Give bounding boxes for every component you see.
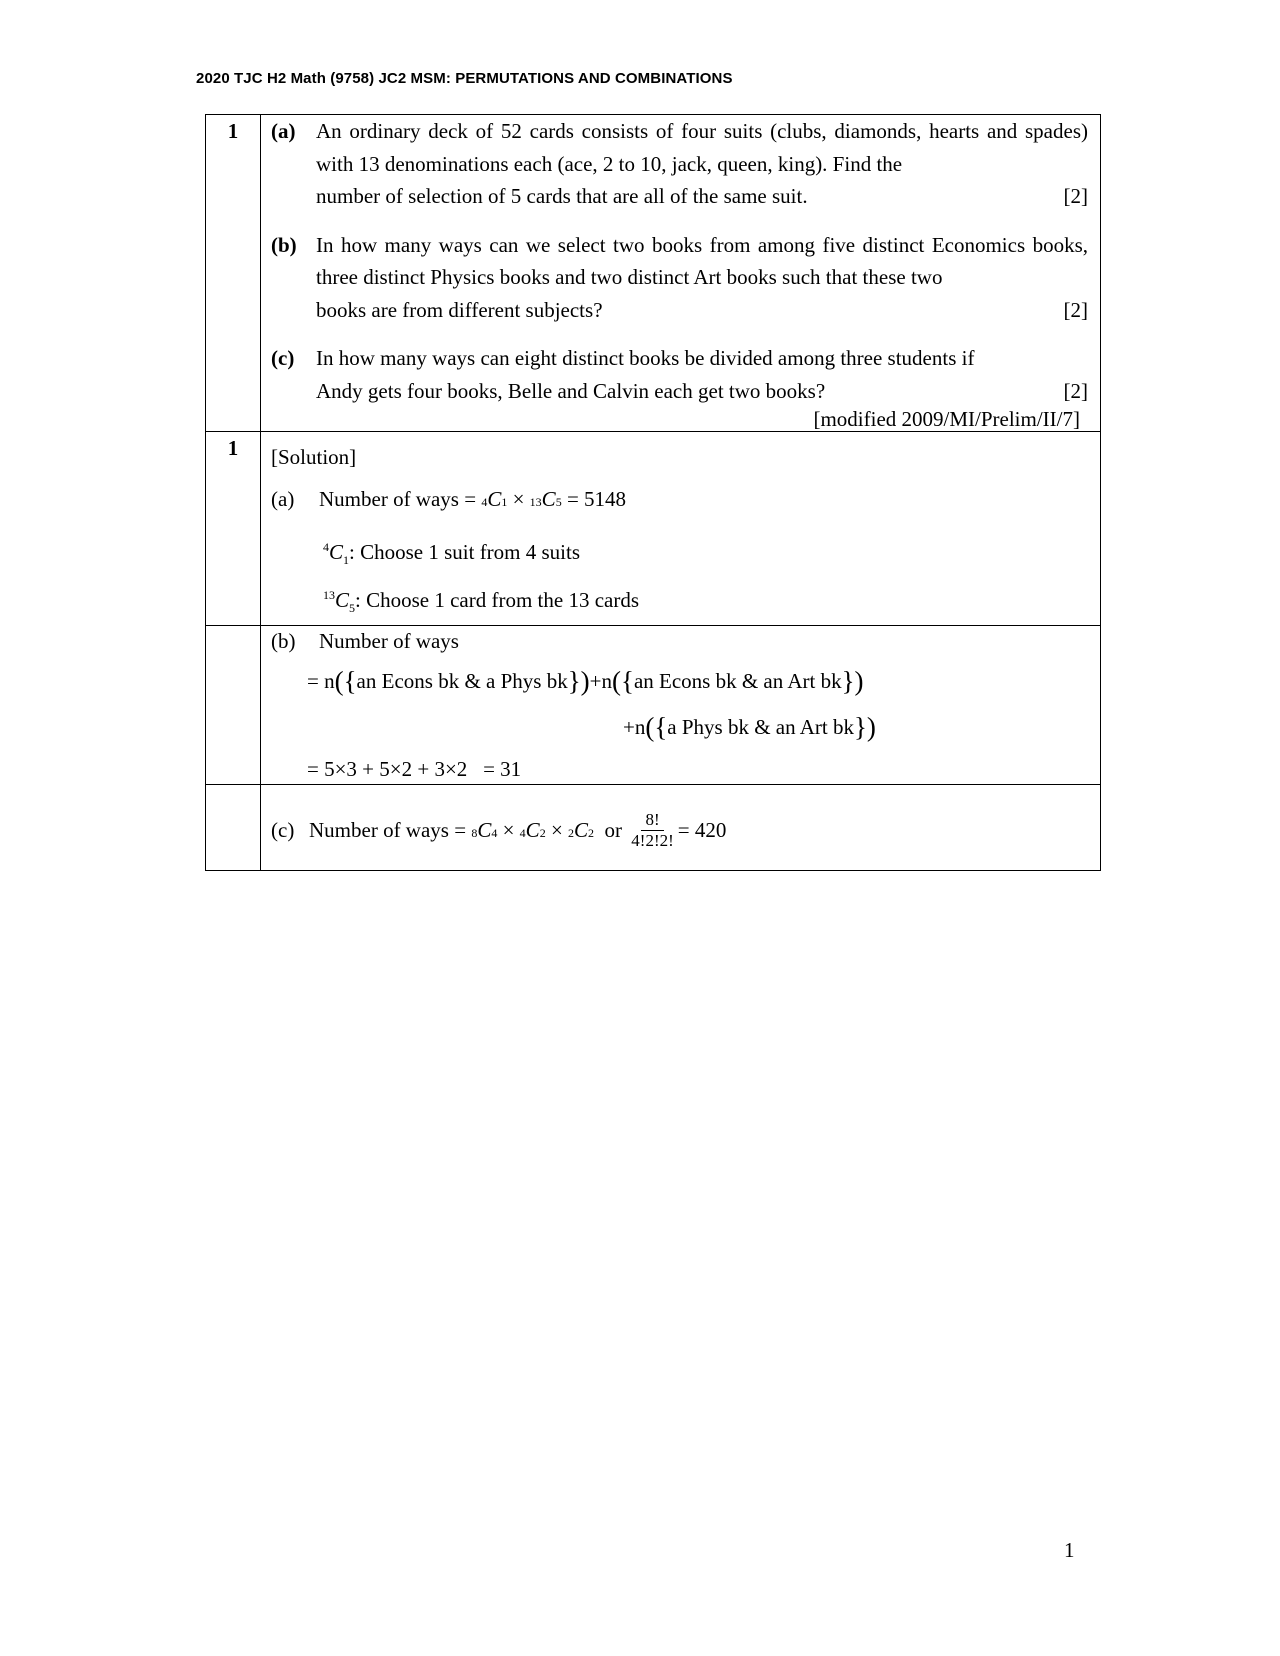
explanation-2 (271, 578, 1088, 625)
equation-row (271, 484, 1088, 517)
question-part-c (271, 342, 1088, 407)
solution-c-equation (271, 810, 1088, 863)
question-number: 1 (206, 115, 261, 432)
solution-row-b (206, 626, 1101, 785)
part-line: Andy gets four books, Belle and Calvin each get two books? (316, 378, 826, 403)
part-line: An ordinary deck of 52 cards consists of four suits (clubs, diamonds, hearts and spades) with 13 denominations each (ace, 2 to 10, jack, queen, king). Find the (316, 119, 1088, 176)
solution-b-line1 (271, 660, 1088, 700)
solution-a-equation (271, 484, 1088, 517)
solution-b-label: (b) (271, 629, 296, 654)
superscript: 13 (323, 588, 335, 603)
set-text: an Econs bk & a Phys bk (356, 669, 568, 694)
solution-a-body (261, 432, 1101, 626)
empty-number-cell (206, 785, 261, 871)
count-n: n (601, 669, 612, 694)
page-header: 2020 TJC H2 Math (9758) JC2 MSM: PERMUTATIONS AND COMBINATIONS (196, 70, 733, 87)
plus-sign: + (589, 669, 602, 694)
subscript: 5 (349, 601, 356, 616)
denominator: 4!2!2! (631, 831, 674, 851)
combination-symbol: C (329, 540, 344, 564)
part-text (316, 342, 1088, 407)
subscript: 1 (501, 495, 508, 509)
part-label: (a) (271, 119, 296, 143)
part-text (316, 229, 1088, 327)
count-n: n (634, 715, 646, 740)
equation-row (271, 810, 1088, 863)
marks: [2] (1063, 184, 1088, 208)
combination-symbol: C (541, 487, 556, 511)
open-bracket: ({ (645, 712, 668, 743)
calculation: = 5×3 + 5×2 + 3×2 (307, 757, 468, 782)
equation-prefix: Number of ways = (309, 818, 467, 843)
question-table (205, 114, 1101, 871)
solution-b-body (261, 626, 1101, 785)
combination-symbol: C (335, 588, 350, 613)
question-part-b (271, 229, 1088, 327)
solution-b-line3 (271, 754, 1088, 784)
superscript: 2 (568, 826, 575, 841)
combination-symbol: C (574, 818, 589, 843)
combination-symbol: C (525, 818, 540, 843)
marks: [2] (1063, 297, 1088, 322)
calculation-result: = 31 (483, 757, 522, 782)
superscript: 8 (471, 826, 478, 841)
fraction (631, 810, 673, 851)
solution-b-line2 (271, 706, 1088, 746)
empty-number-cell (206, 626, 261, 785)
solution-row-a (206, 432, 1101, 626)
part-line: number of selection of 5 cards that are all of the same suit. (316, 184, 808, 208)
open-bracket: ({ (612, 666, 634, 697)
question-body (261, 115, 1101, 432)
part-line: In how many ways can we select two books from among five distinct Economics books, three distinct Physics books and two distinct Art books such that these two (316, 232, 1088, 289)
close-bracket: }) (841, 666, 864, 697)
plus-sign: + (623, 715, 635, 740)
set-text: a Phys bk & an Art bk (667, 715, 854, 740)
explanation-text: : Choose 1 card from the 13 cards (355, 588, 640, 613)
count-n: n (324, 669, 335, 694)
close-bracket: }) (567, 666, 590, 697)
subscript: 5 (555, 495, 562, 509)
combination-symbol: C (477, 818, 492, 843)
equation-prefix: Number of ways = (319, 487, 477, 511)
part-label: (b) (271, 232, 297, 257)
marks: [2] (1063, 378, 1088, 403)
subscript: 1 (343, 553, 350, 568)
solution-title: [Solution] (271, 445, 357, 469)
explanation-1 (271, 529, 1088, 578)
superscript: 13 (529, 495, 542, 509)
superscript: 4 (481, 495, 488, 509)
times-sign: × (512, 487, 525, 511)
explanation-text: : Choose 1 suit from 4 suits (349, 540, 581, 564)
subscript: 2 (539, 826, 546, 841)
heading-row (271, 626, 1088, 656)
close-bracket: }) (853, 712, 876, 743)
equation-result: = 420 (677, 818, 727, 843)
question-source: [modified 2009/MI/Prelim/II/7] (813, 407, 1080, 431)
or-text: or (604, 818, 623, 843)
subscript: 4 (491, 826, 498, 841)
solution-c-body (261, 785, 1101, 871)
question-part-a (271, 115, 1088, 213)
part-last-line (316, 375, 1088, 408)
solution-row-c (206, 785, 1101, 871)
times-sign: × (502, 818, 515, 843)
numerator: 8! (641, 810, 663, 831)
part-line: books are from different subjects? (316, 297, 603, 322)
combination-symbol: C (487, 487, 502, 511)
set-text: an Econs bk & an Art bk (633, 669, 842, 694)
subscript: 2 (588, 826, 595, 841)
open-bracket: ({ (334, 666, 357, 697)
part-last-line (316, 180, 1088, 213)
superscript: 4 (519, 826, 526, 841)
question-row (206, 115, 1101, 432)
page-number: 1 (1064, 1538, 1075, 1562)
equation-result: = 5148 (566, 487, 627, 511)
equals-sign: = (307, 669, 319, 694)
superscript: 4 (323, 540, 329, 554)
solution-b-heading (271, 626, 1088, 656)
part-text (316, 115, 1088, 213)
solution-a-label: (a) (271, 487, 295, 511)
heading-text: Number of ways (319, 629, 459, 654)
part-last-line (316, 294, 1088, 327)
part-label: (c) (271, 346, 295, 370)
solution-number: 1 (206, 432, 261, 626)
times-sign: × (550, 818, 563, 843)
part-line: In how many ways can eight distinct books be divided among three students if (316, 346, 975, 370)
solution-c-label: (c) (271, 818, 295, 843)
